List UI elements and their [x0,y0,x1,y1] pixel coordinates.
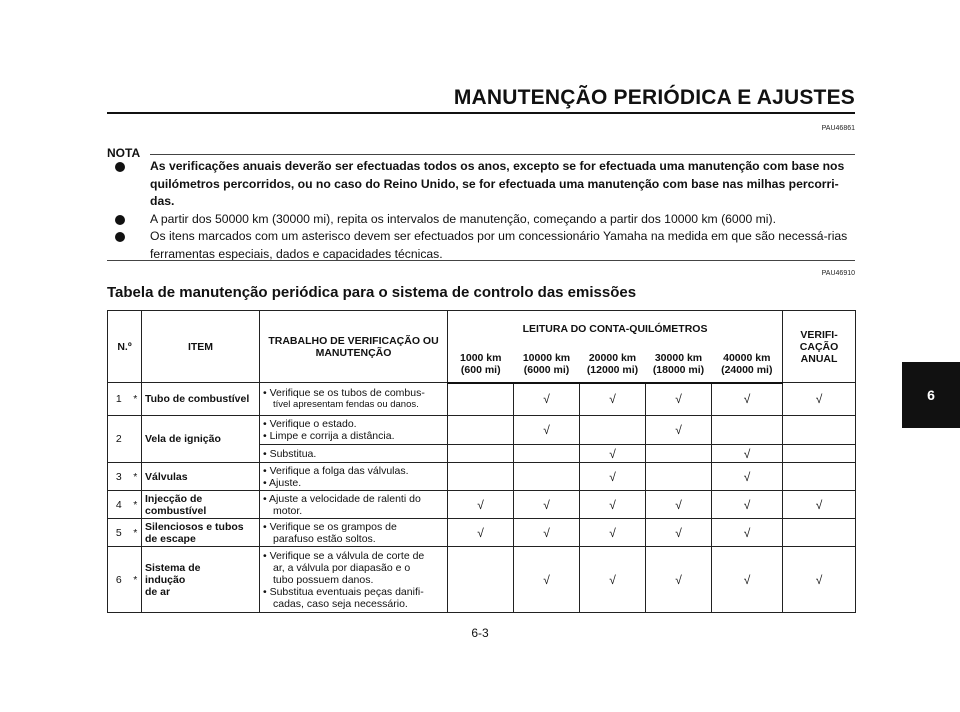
row-number: 3 [108,463,130,491]
header-work: TRABALHO DE VERIFICAÇÃO OU MANUTENÇÃO [260,311,448,383]
section-title: Tabela de manutenção periódica para o sistema de controlo das emissões [107,284,637,301]
note-item: Os itens marcados com um asterisco devem ser efectuados por um concessionário Yamaha na medida em que são necessá-rias ferramentas especiais, dados e capacidades técnicas. [115,228,855,263]
check-cell: √ [514,416,580,445]
header-km: 20000 km (12000 mi) [580,347,646,383]
header-km: 30000 km (18000 mi) [646,347,712,383]
header-km: 1000 km (600 mi) [448,347,514,383]
check-cell [448,445,514,463]
table-row [108,491,856,519]
row-work: • Verifique se os grampos de parafuso estão soltos. [260,519,448,547]
note-end-rule [107,260,855,261]
row-number: 2 [108,416,130,463]
row-item: Válvulas [142,463,260,491]
check-cell: √ [712,383,783,416]
check-cell [783,519,856,547]
check-cell [448,416,514,445]
check-cell: √ [712,445,783,463]
check-cell [448,463,514,491]
check-cell: √ [580,519,646,547]
check-cell: √ [646,519,712,547]
header-reading: LEITURA DO CONTA-QUILÓMETROS [448,311,783,347]
check-cell: √ [448,519,514,547]
row-number: 5 [108,519,130,547]
row-work: • Substitua. [260,445,448,463]
section-code: PAU46910 [821,270,855,277]
asterisk-mark: * [130,491,142,519]
check-cell [646,463,712,491]
check-cell: √ [514,491,580,519]
check-cell: √ [514,547,580,613]
header-annual: VERIFI-CAÇÃO ANUAL [783,311,856,383]
asterisk-mark: * [130,463,142,491]
check-cell [783,463,856,491]
bullet-icon [115,162,125,172]
check-cell [514,445,580,463]
asterisk-mark [130,416,142,463]
note-rule [150,154,855,155]
header-km: 10000 km (6000 mi) [514,347,580,383]
asterisk-mark: * [130,547,142,613]
check-cell: √ [646,491,712,519]
check-cell [580,416,646,445]
check-cell: √ [712,463,783,491]
bullet-icon [115,215,125,225]
note-list [115,158,855,263]
header-num: N.º [108,311,142,383]
check-cell: √ [448,491,514,519]
check-cell: √ [712,491,783,519]
reference-code: PAU46861 [821,125,855,132]
table-row [108,519,856,547]
row-number: 6 [108,547,130,613]
check-cell: √ [580,445,646,463]
row-item: Tubo de combustível [142,383,260,416]
row-work: • Verifique o estado. • Limpe e corrija a distância. [260,416,448,445]
check-cell [514,463,580,491]
check-cell [448,547,514,613]
check-cell: √ [646,383,712,416]
check-cell [783,445,856,463]
row-work: • Verifique se a válvula de corte de ar, a válvula por diapasão e o tubo possuem danos. • Substitua eventuais peças danifi- cadas, caso seja necessário. [260,547,448,613]
check-cell [783,416,856,445]
check-cell: √ [646,416,712,445]
row-work: • Verifique se os tubos de combus- tível apresentam fendas ou danos. [260,383,448,416]
table-row [108,416,856,445]
check-cell: √ [580,383,646,416]
note-item: A partir dos 50000 km (30000 mi), repita os intervalos de manutenção, começando a partir dos 10000 km (6000 mi). [115,211,855,229]
asterisk-mark: * [130,383,142,416]
row-number: 1 [108,383,130,416]
check-cell: √ [580,463,646,491]
row-item: Sistema de indução de ar [142,547,260,613]
header-item: ITEM [142,311,260,383]
table-row [108,547,856,613]
check-cell: √ [783,547,856,613]
check-cell [448,383,514,416]
chapter-tab: 6 [902,362,960,428]
header-rule [107,112,855,114]
check-cell: √ [514,383,580,416]
table-header-row [108,311,856,347]
note-item: As verificações anuais deverão ser efectuadas todos os anos, excepto se for efectuada uma manutenção com base nos quilómetros percorridos, ou no caso do Reino Unido, se for efectuada uma manutenção com base nas milhas percorri-das. [115,158,855,211]
check-cell: √ [783,491,856,519]
check-cell: √ [646,547,712,613]
check-cell: √ [712,519,783,547]
check-cell: √ [580,547,646,613]
maintenance-table [107,310,856,613]
header-km: 40000 km (24000 mi) [712,347,783,383]
table-row [108,463,856,491]
row-item: Silenciosos e tubos de escape [142,519,260,547]
page-number: 6-3 [471,626,489,640]
row-work: • Verifique a folga das válvulas. • Ajuste. [260,463,448,491]
row-work: • Ajuste a velocidade de ralenti do motor. [260,491,448,519]
page-title: MANUTENÇÃO PERIÓDICA E AJUSTES [453,86,855,109]
bullet-icon [115,232,125,242]
note-label: NOTA [107,146,141,160]
row-item: Vela de ignição [142,416,260,463]
check-cell [646,445,712,463]
check-cell: √ [712,547,783,613]
table-row [108,383,856,416]
row-item: Injecção de combustível [142,491,260,519]
check-cell: √ [514,519,580,547]
check-cell: √ [580,491,646,519]
row-number: 4 [108,491,130,519]
check-cell [712,416,783,445]
asterisk-mark: * [130,519,142,547]
check-cell: √ [783,383,856,416]
